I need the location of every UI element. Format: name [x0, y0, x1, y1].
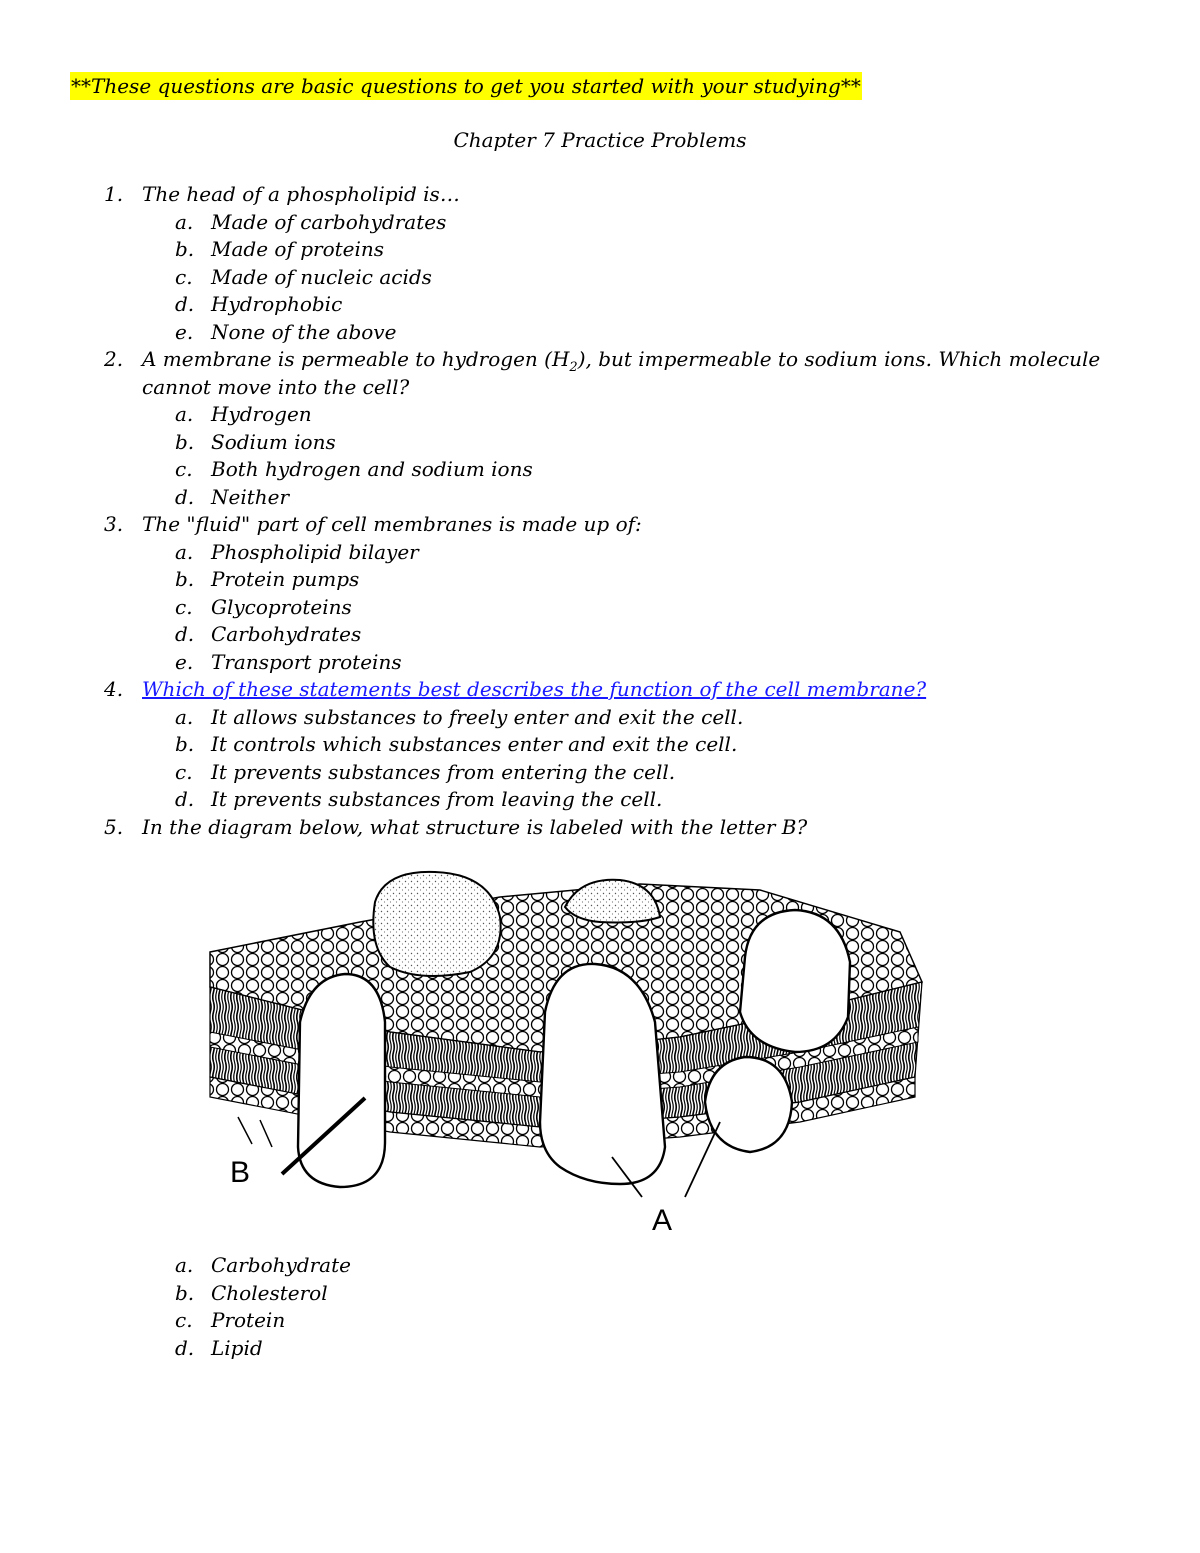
- question-text-continued: cannot move into the cell?: [142, 374, 410, 399]
- option-1a: [104, 209, 1104, 237]
- option-3c: [104, 594, 1104, 622]
- option-letter: a.: [175, 402, 194, 426]
- option-text: Carbohydrate: [211, 1253, 351, 1277]
- option-1b: [104, 236, 1104, 264]
- question-text-part: ), but impermeable to sodium ions. Which molecule: [577, 347, 1101, 371]
- option-letter: a.: [175, 209, 194, 234]
- option-5c: [104, 1307, 351, 1335]
- option-4c: [104, 759, 1104, 787]
- option-text: Protein: [211, 1308, 286, 1332]
- option-letter: d.: [175, 622, 195, 646]
- question-text: In the diagram below, what structure is labeled with the letter B?: [142, 814, 808, 839]
- option-text: Protein pumps: [211, 567, 360, 591]
- integral-protein-right: [740, 910, 850, 1052]
- option-4b: [104, 731, 1104, 759]
- option-text: It controls which substances enter and exit the cell.: [211, 732, 738, 756]
- option-letter: a.: [175, 704, 194, 729]
- option-letter: b.: [175, 567, 195, 591]
- option-3e: [104, 649, 1104, 677]
- option-5a: [104, 1252, 351, 1280]
- option-5d: [104, 1335, 351, 1363]
- option-text: Phospholipid bilayer: [211, 539, 419, 564]
- option-letter: d.: [175, 292, 195, 316]
- question-number: 4.: [104, 677, 124, 701]
- subscript: 2: [569, 360, 578, 375]
- question-number: 5.: [104, 814, 124, 839]
- option-2b: [104, 429, 1104, 457]
- option-text: Neither: [211, 484, 290, 509]
- question-number: 1.: [104, 182, 124, 206]
- question-list: [104, 181, 1104, 841]
- option-2a: [104, 401, 1104, 429]
- question-text-part: A membrane is permeable to hydrogen (H: [142, 347, 570, 371]
- option-3d: [104, 621, 1104, 649]
- question-number: 3.: [104, 512, 124, 536]
- option-text: Sodium ions: [211, 429, 336, 454]
- option-2d: [104, 484, 1104, 512]
- question-5-options: [104, 1252, 351, 1362]
- option-letter: d.: [175, 787, 195, 811]
- option-3b: [104, 566, 1104, 594]
- option-text: Carbohydrates: [211, 622, 362, 646]
- question-number: 2.: [104, 347, 124, 371]
- option-text: Transport proteins: [211, 649, 402, 674]
- option-text: Made of carbohydrates: [211, 209, 447, 234]
- option-letter: b.: [175, 237, 195, 261]
- question-text: The head of a phospholipid is…: [142, 182, 460, 206]
- label-a: A: [652, 1204, 673, 1237]
- integral-protein-left: [298, 974, 385, 1187]
- label-b: B: [230, 1156, 251, 1189]
- option-5b: [104, 1280, 351, 1308]
- option-letter: e.: [175, 649, 194, 674]
- option-1c: [104, 264, 1104, 292]
- intro-highlight: **These questions are basic questions to get you started with your studying**: [71, 74, 861, 98]
- page-title: Chapter 7 Practice Problems: [453, 128, 747, 152]
- option-letter: a.: [175, 539, 194, 564]
- option-letter: a.: [175, 1253, 194, 1277]
- integral-protein-round: [705, 1057, 792, 1152]
- option-text: Lipid: [211, 1335, 263, 1360]
- option-4a: [104, 704, 1104, 732]
- option-letter: b.: [175, 732, 195, 756]
- option-letter: d.: [175, 1335, 195, 1360]
- option-4d: [104, 786, 1104, 814]
- peripheral-protein-top: [373, 872, 500, 976]
- label-b-tick: [238, 1117, 252, 1144]
- question-2: [104, 346, 1104, 511]
- option-letter: e.: [175, 319, 194, 344]
- question-text: [104, 347, 1101, 375]
- option-text: Made of nucleic acids: [211, 264, 432, 289]
- option-letter: b.: [175, 429, 195, 454]
- option-text: Both hydrogen and sodium ions: [211, 457, 533, 481]
- option-1d: [104, 291, 1104, 319]
- option-text: Glycoproteins: [211, 594, 352, 619]
- option-letter: d.: [175, 484, 195, 509]
- option-3a: [104, 539, 1104, 567]
- question-text: The "fluid" part of cell membranes is made up of:: [142, 512, 642, 536]
- option-text: Made of proteins: [211, 237, 385, 261]
- option-text: Hydrogen: [211, 402, 312, 426]
- question-1: [104, 181, 1104, 346]
- option-letter: c.: [175, 264, 193, 289]
- option-letter: c.: [175, 457, 193, 481]
- integral-protein-center: [540, 964, 665, 1184]
- question-4: [104, 676, 1104, 814]
- option-text: Cholesterol: [211, 1280, 328, 1305]
- option-text: It prevents substances from leaving the cell.: [211, 787, 663, 811]
- question-link[interactable]: Which of these statements best describes the function of the cell membrane?: [142, 677, 927, 701]
- option-2c: [104, 456, 1104, 484]
- question-3: [104, 511, 1104, 676]
- option-letter: b.: [175, 1280, 195, 1305]
- option-text: None of the above: [211, 319, 397, 344]
- cell-membrane-diagram: [200, 862, 930, 1242]
- option-text: It allows substances to freely enter and exit the cell.: [211, 704, 744, 729]
- option-letter: c.: [175, 594, 193, 619]
- option-text: It prevents substances from entering the cell.: [211, 759, 676, 784]
- option-text: Hydrophobic: [211, 292, 343, 316]
- question-5: [104, 814, 1104, 842]
- option-letter: c.: [175, 1308, 193, 1332]
- option-1e: [104, 319, 1104, 347]
- option-letter: c.: [175, 759, 193, 784]
- label-b-tick: [260, 1120, 272, 1147]
